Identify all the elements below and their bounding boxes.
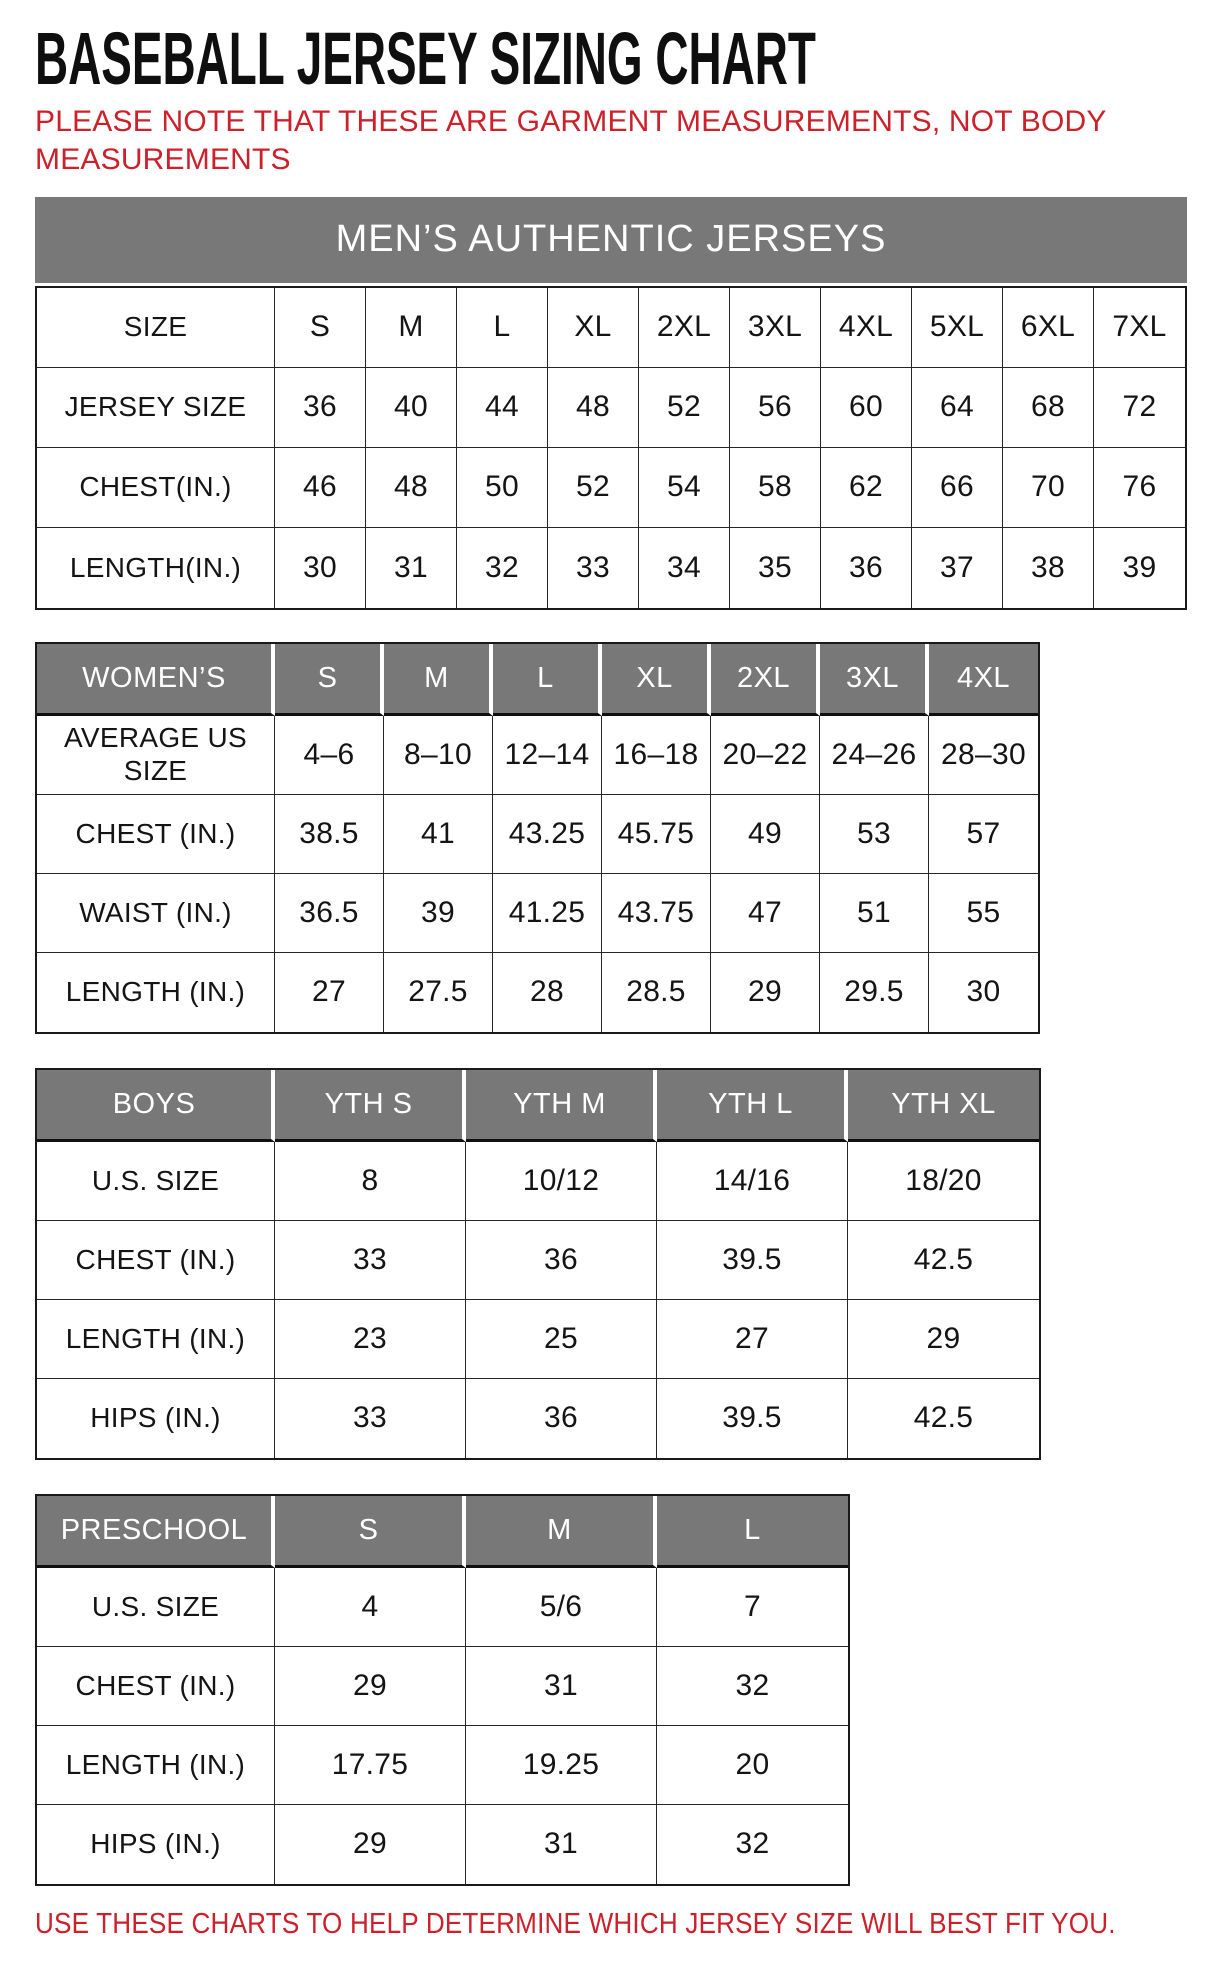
boys-row-label: CHEST (IN.) [37, 1221, 275, 1300]
mens-value-cell: S [275, 288, 366, 368]
boys-value-cell: 33 [275, 1379, 466, 1458]
mens-value-cell: 33 [548, 528, 639, 608]
womens-value-cell: 24–26 [820, 716, 929, 795]
mens-value-cell: 50 [457, 448, 548, 528]
mens-value-cell: 6XL [1003, 288, 1094, 368]
mens-banner-text: MEN’S AUTHENTIC JERSEYS [335, 218, 887, 261]
womens-value-cell: 43.75 [602, 874, 711, 953]
womens-value-cell: 12–14 [493, 716, 602, 795]
mens-value-cell: 54 [639, 448, 730, 528]
footer-note-text: USE THESE CHARTS TO HELP DETERMINE WHICH JERSEY SIZE WILL BEST FIT YOU. [35, 1907, 1116, 1940]
womens-value-cell: 8–10 [384, 716, 493, 795]
mens-row-label: LENGTH(IN.) [37, 528, 275, 608]
womens-value-cell: 49 [711, 795, 820, 874]
mens-value-cell: 48 [366, 448, 457, 528]
boys-row-label: U.S. SIZE [37, 1142, 275, 1221]
boys-value-cell: 14/16 [657, 1142, 848, 1221]
womens-value-cell: 16–18 [602, 716, 711, 795]
womens-header-size: 2XL [711, 644, 820, 716]
mens-value-cell: 68 [1003, 368, 1094, 448]
preschool-header-label: PRESCHOOL [37, 1496, 275, 1568]
mens-value-cell: 36 [275, 368, 366, 448]
preschool-value-cell: 31 [466, 1805, 657, 1884]
womens-value-cell: 29 [711, 953, 820, 1032]
womens-value-cell: 36.5 [275, 874, 384, 953]
boys-value-cell: 10/12 [466, 1142, 657, 1221]
womens-header-size: S [275, 644, 384, 716]
mens-value-cell: 70 [1003, 448, 1094, 528]
mens-row-label: SIZE [37, 288, 275, 368]
mens-value-cell: 52 [548, 448, 639, 528]
preschool-row-label: CHEST (IN.) [37, 1647, 275, 1726]
boys-value-cell: 23 [275, 1300, 466, 1379]
mens-value-cell: 3XL [730, 288, 821, 368]
womens-value-cell: 27.5 [384, 953, 493, 1032]
mens-value-cell: 48 [548, 368, 639, 448]
mens-value-cell: 76 [1094, 448, 1185, 528]
mens-value-cell: M [366, 288, 457, 368]
mens-value-cell: 31 [366, 528, 457, 608]
mens-value-cell: 30 [275, 528, 366, 608]
womens-header-size: L [493, 644, 602, 716]
womens-value-cell: 28.5 [602, 953, 711, 1032]
preschool-value-cell: 20 [657, 1726, 848, 1805]
mens-value-cell: 5XL [912, 288, 1003, 368]
preschool-value-cell: 32 [735, 1827, 770, 1861]
page-title-text: BASEBALL JERSEY SIZING CHART [35, 17, 816, 100]
boys-value-cell: 8 [275, 1142, 466, 1221]
preschool-row-label: LENGTH (IN.) [37, 1726, 275, 1805]
womens-value-cell: 41 [384, 795, 493, 874]
mens-value-cell: 2XL [639, 288, 730, 368]
preschool-value-cell: 19.25 [466, 1726, 657, 1805]
preschool-value-cell: 4 [275, 1568, 466, 1647]
boys-value-cell: 39.5 [657, 1221, 848, 1300]
mens-authentic-jerseys-banner [35, 197, 1187, 283]
boys-header-size: YTH L [657, 1070, 848, 1142]
mens-value-cell: 36 [821, 528, 912, 608]
womens-value-cell: 20–22 [711, 716, 820, 795]
mens-row-label: CHEST(IN.) [37, 448, 275, 528]
mens-value-cell: 52 [639, 368, 730, 448]
page-title [35, 17, 1220, 100]
womens-value-cell: 51 [820, 874, 929, 953]
womens-value-cell: 57 [929, 795, 1038, 874]
boys-header-label: BOYS [37, 1070, 275, 1142]
womens-row-label: AVERAGE US SIZE [37, 716, 275, 795]
boys-value-cell: 42.5 [913, 1401, 974, 1435]
boys-value-cell: 29 [848, 1300, 1039, 1379]
preschool-value-cell: 7 [657, 1568, 848, 1647]
footer-note [35, 1908, 1220, 1941]
womens-value-cell: 47 [711, 874, 820, 953]
womens-value-cell: 39 [384, 874, 493, 953]
womens-value-cell: 55 [929, 874, 1038, 953]
mens-value-cell: 39 [1122, 550, 1157, 584]
mens-value-cell: 35 [730, 528, 821, 608]
mens-value-cell: 60 [821, 368, 912, 448]
womens-value-cell: 27 [275, 953, 384, 1032]
preschool-value-cell: 29 [275, 1805, 466, 1884]
womens-header-size: 4XL [929, 644, 1038, 716]
womens-header-label: WOMEN’S [37, 644, 275, 716]
boys-value-cell: 36 [466, 1379, 657, 1458]
mens-value-cell: L [457, 288, 548, 368]
boys-value-cell: 27 [657, 1300, 848, 1379]
preschool-row-label: HIPS (IN.) [37, 1805, 275, 1884]
boys-value-cell: 25 [466, 1300, 657, 1379]
mens-value-cell: 37 [912, 528, 1003, 608]
preschool-value-cell: 17.75 [275, 1726, 466, 1805]
mens-value-cell: 72 [1094, 368, 1185, 448]
mens-value-cell: 64 [912, 368, 1003, 448]
womens-value-cell: 53 [820, 795, 929, 874]
mens-value-cell: XL [548, 288, 639, 368]
mens-value-cell: 34 [639, 528, 730, 608]
preschool-header-size: M [466, 1496, 657, 1568]
womens-value-cell: 43.25 [493, 795, 602, 874]
mens-sizing-table [35, 286, 1187, 610]
preschool-sizing-table [35, 1494, 850, 1886]
womens-value-cell: 4–6 [275, 716, 384, 795]
preschool-value-cell: 31 [466, 1647, 657, 1726]
mens-value-cell: 66 [912, 448, 1003, 528]
preschool-header-size: S [275, 1496, 466, 1568]
boys-header-size: YTH XL [848, 1070, 1039, 1142]
mens-value-cell: 62 [821, 448, 912, 528]
preschool-value-cell: 5/6 [466, 1568, 657, 1647]
boys-value-cell: 36 [466, 1221, 657, 1300]
womens-row-label: CHEST (IN.) [37, 795, 275, 874]
boys-row-label: LENGTH (IN.) [37, 1300, 275, 1379]
boys-value-cell: 42.5 [848, 1221, 1039, 1300]
mens-value-cell: 32 [457, 528, 548, 608]
mens-value-cell: 46 [275, 448, 366, 528]
preschool-row-label: U.S. SIZE [37, 1568, 275, 1647]
boys-value-cell: 18/20 [848, 1142, 1039, 1221]
boys-header-size: YTH M [466, 1070, 657, 1142]
boys-value-cell: 39.5 [657, 1379, 848, 1458]
boys-sizing-table [35, 1068, 1041, 1460]
boys-value-cell: 33 [275, 1221, 466, 1300]
womens-row-label: WAIST (IN.) [37, 874, 275, 953]
womens-value-cell: 28–30 [929, 716, 1038, 795]
womens-value-cell: 30 [966, 975, 1001, 1009]
boys-row-label: HIPS (IN.) [37, 1379, 275, 1458]
womens-header-size: XL [602, 644, 711, 716]
mens-row-label: JERSEY SIZE [37, 368, 275, 448]
womens-value-cell: 38.5 [275, 795, 384, 874]
preschool-header-size: L [657, 1496, 848, 1568]
womens-header-size: M [384, 644, 493, 716]
womens-sizing-table [35, 642, 1040, 1034]
garment-measurement-note [35, 103, 1165, 179]
womens-header-size: 3XL [820, 644, 929, 716]
preschool-value-cell: 32 [657, 1647, 848, 1726]
mens-value-cell: 7XL [1094, 288, 1185, 368]
preschool-value-cell: 29 [275, 1647, 466, 1726]
womens-row-label: LENGTH (IN.) [37, 953, 275, 1032]
mens-value-cell: 56 [730, 368, 821, 448]
mens-value-cell: 40 [366, 368, 457, 448]
womens-value-cell: 45.75 [602, 795, 711, 874]
mens-value-cell: 58 [730, 448, 821, 528]
womens-value-cell: 29.5 [820, 953, 929, 1032]
womens-value-cell: 28 [493, 953, 602, 1032]
boys-header-size: YTH S [275, 1070, 466, 1142]
mens-value-cell: 38 [1003, 528, 1094, 608]
womens-value-cell: 41.25 [493, 874, 602, 953]
mens-value-cell: 44 [457, 368, 548, 448]
garment-measurement-note-text: PLEASE NOTE THAT THESE ARE GARMENT MEASUREMENTS, NOT BODY MEASUREMENTS [35, 105, 1107, 176]
mens-value-cell: 4XL [821, 288, 912, 368]
